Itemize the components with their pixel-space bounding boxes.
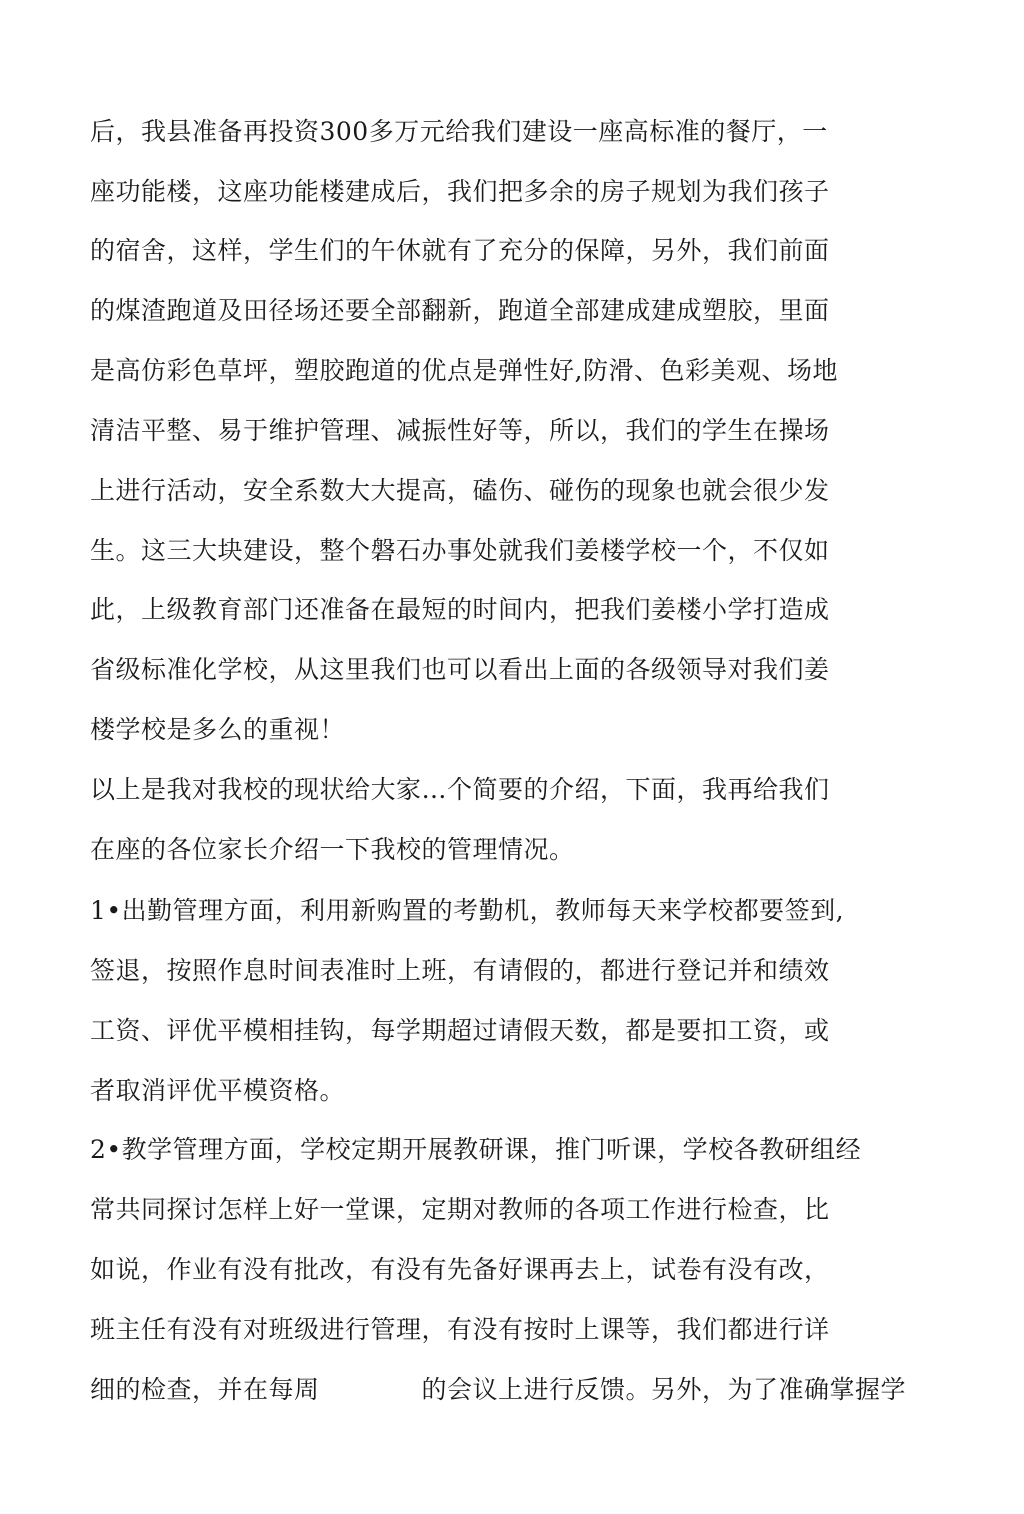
text-line: 生。这三大块建设，整个磐石办事处就我们姜楼学校一个，不仅如 — [90, 536, 830, 565]
text-line: 1•出勤管理方面，利用新购置的考勤机，教师每天来学校都要签到, — [90, 896, 845, 925]
text-line: 清洁平整、易于维护管理、减振性好等，所以，我们的学生在操场 — [90, 416, 830, 445]
text-line: 在座的各位家长介绍一下我校的管理情况。 — [90, 835, 575, 864]
text-line: 细的检查，并在每周 的会议上进行反馈。另外，为了准确掌握学 — [90, 1375, 907, 1404]
text-line: 工资、评优平模相挂钩，每学期超过请假天数，都是要扣工资，或 — [90, 1016, 830, 1045]
text-line: 是高仿彩色草坪，塑胶跑道的优点是弹性好,防滑、色彩美观、场地 — [90, 356, 838, 385]
text-line: 的宿舍，这样，学生们的午休就有了充分的保障，另外，我们前面 — [90, 236, 830, 265]
text-line: 2•教学管理方面，学校定期开展教研课，推门听课，学校各教研组经 — [90, 1135, 862, 1164]
text-line: 后，我县准备再投资300多万元给我们建设一座高标准的餐厅，一 — [90, 117, 828, 146]
text-line: 此，上级教育部门还准备在最短的时间内，把我们姜楼小学打造成 — [90, 595, 830, 624]
text-line: 上进行活动，安全系数大大提高，磕伤、碰伤的现象也就会很少发 — [90, 476, 830, 505]
text-line: 座功能楼，这座功能楼建成后，我们把多余的房子规划为我们孩子 — [90, 177, 830, 206]
text-line: 常共同探讨怎样上好一堂课，定期对教师的各项工作进行检查，比 — [90, 1195, 830, 1224]
text-line: 楼学校是多么的重视！ — [90, 715, 346, 744]
text-line: 签退，按照作息时间表准时上班，有请假的，都进行登记并和绩效 — [90, 956, 830, 985]
text-line: 省级标准化学校，从这里我们也可以看出上面的各级领导对我们姜 — [90, 655, 830, 684]
text-line: 的煤渣跑道及田径场还要全部翻新，跑道全部建成建成塑胶，里面 — [90, 296, 830, 325]
text-line: 班主任有没有对班级进行管理，有没有按时上课等，我们都进行详 — [90, 1315, 830, 1344]
text-line: 如说，作业有没有批改，有没有先备好课再去上，试卷有没有改， — [90, 1255, 830, 1284]
text-line: 者取消评优平模资格。 — [90, 1076, 346, 1105]
text-line: 以上是我对我校的现状给大家…个简要的介绍，下面，我再给我们 — [90, 775, 830, 804]
